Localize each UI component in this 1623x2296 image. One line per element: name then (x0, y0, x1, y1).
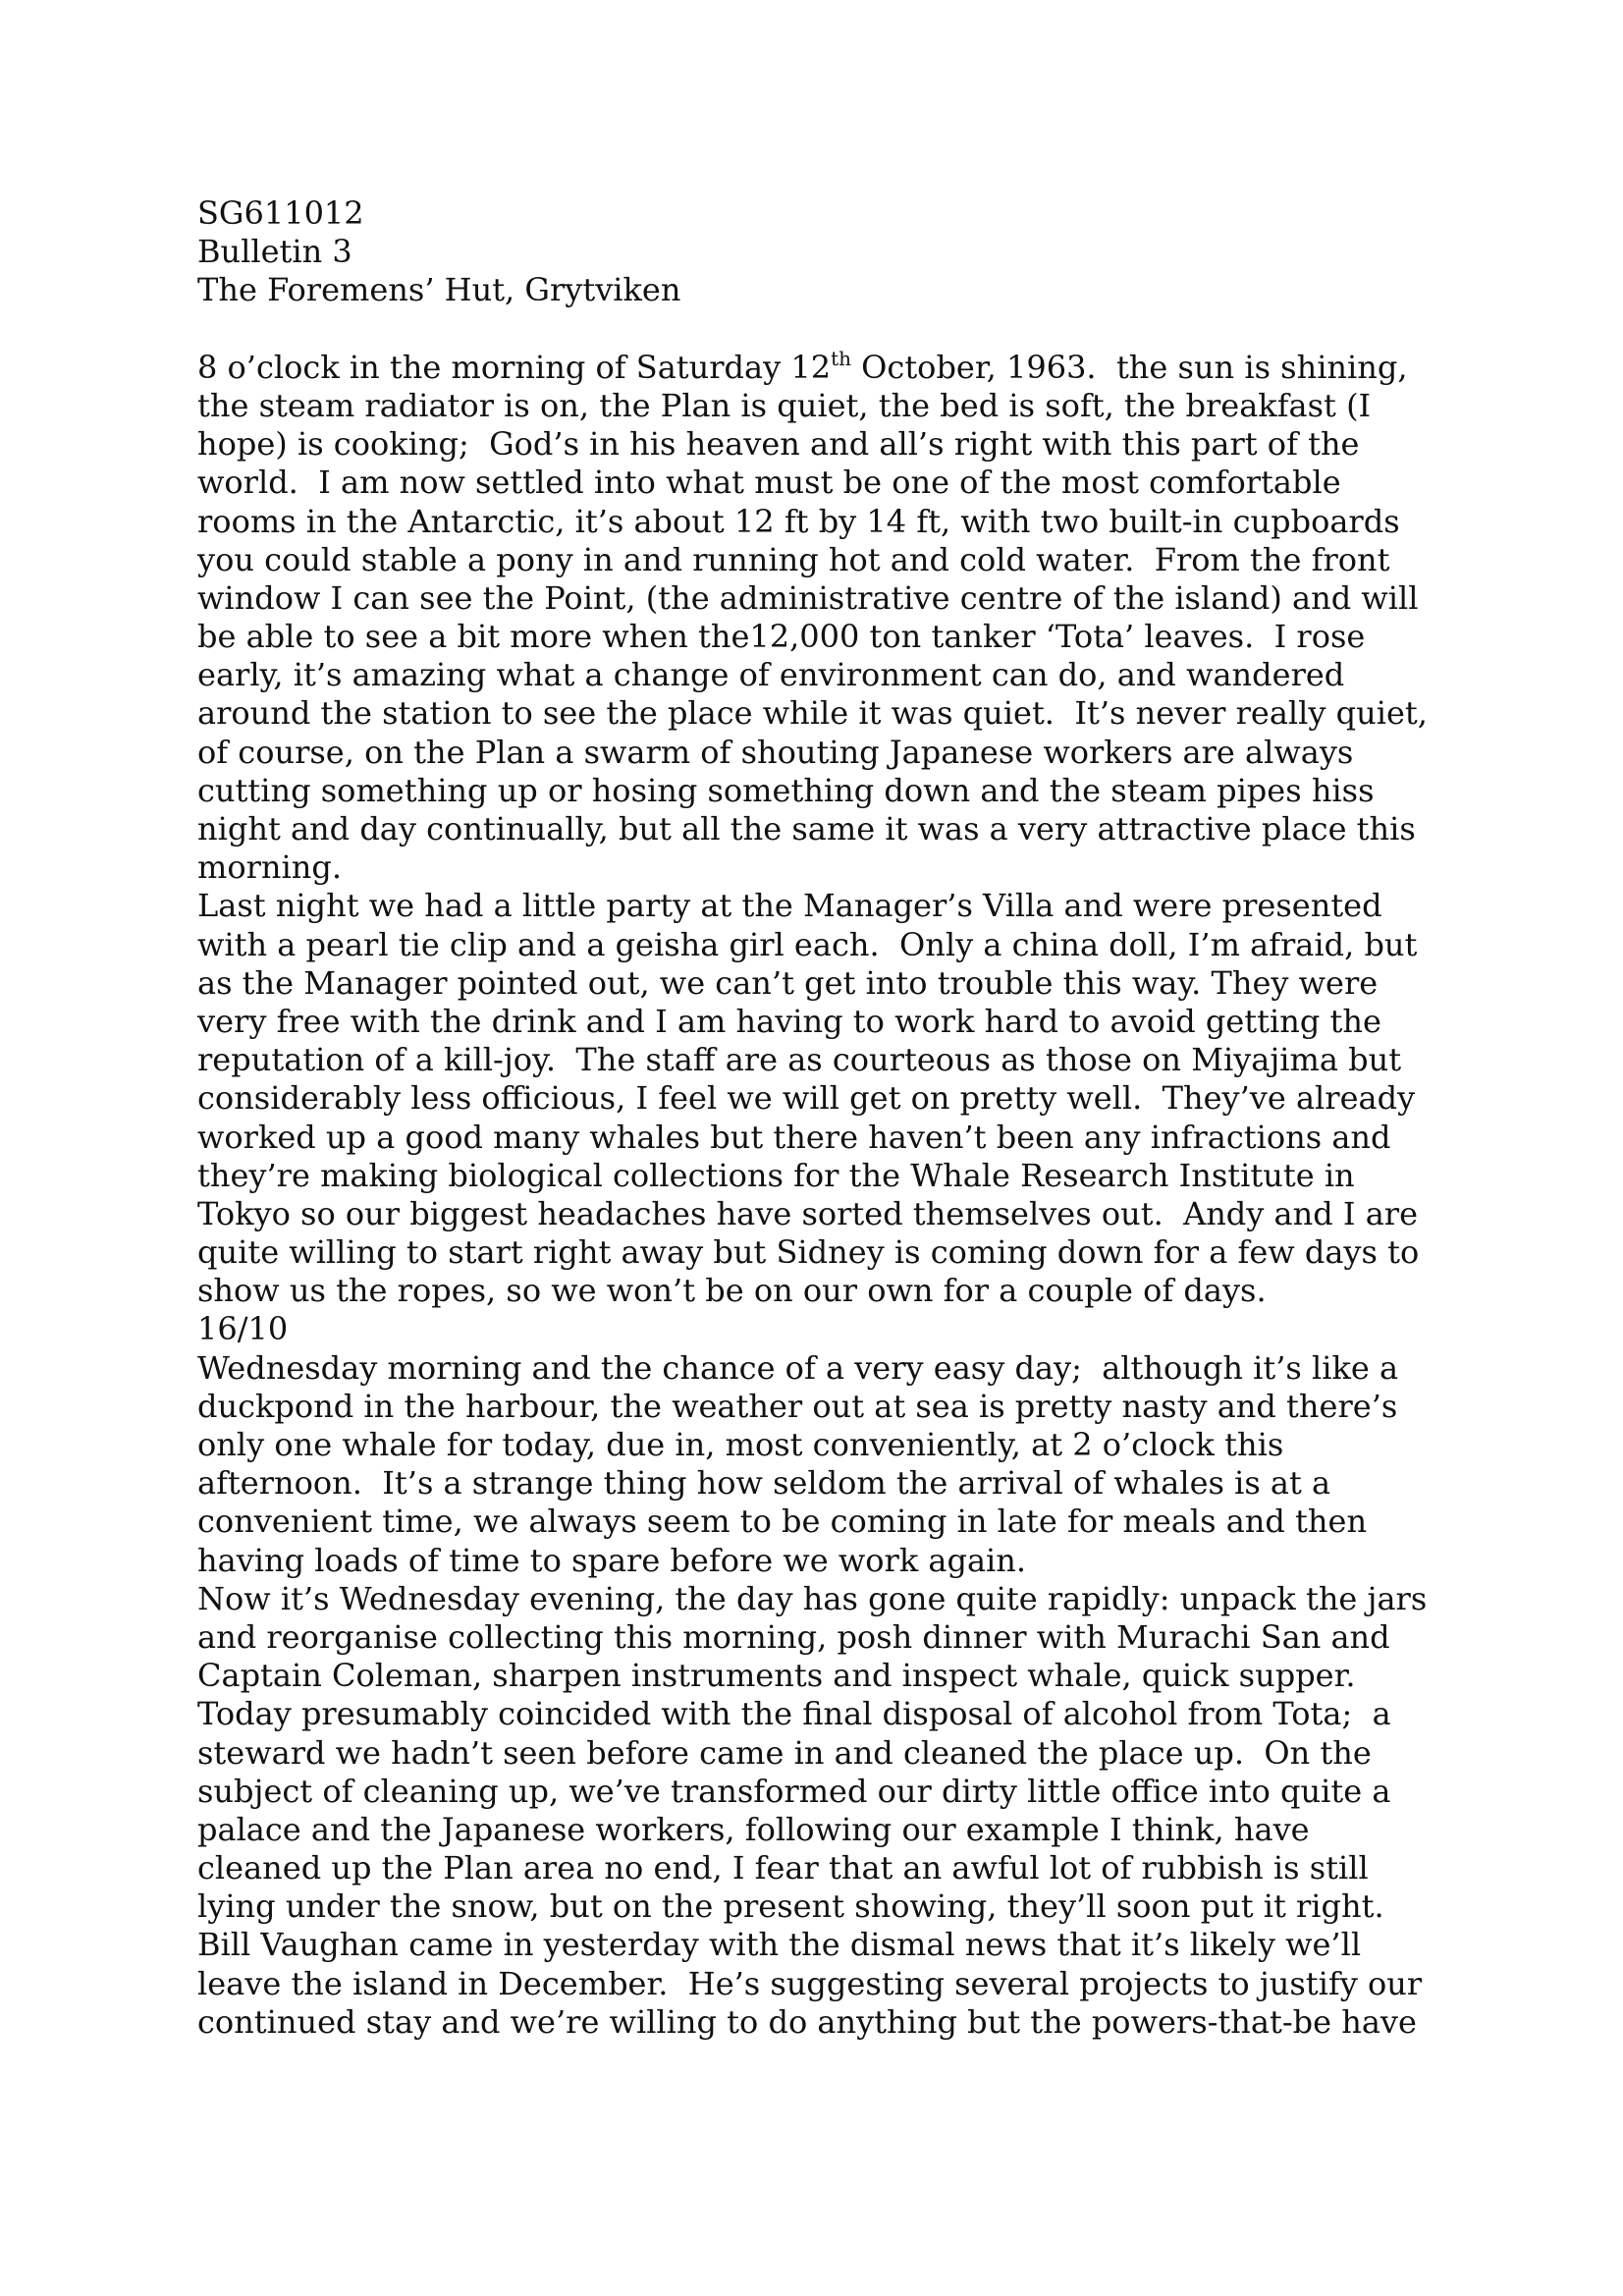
body-line: Tokyo so our biggest headaches have sorted themselves out. Andy and I are (197, 1194, 1418, 1232)
body-line: palace and the Japanese workers, following our example I think, have (197, 1810, 1310, 1848)
document-page (197, 194, 1444, 2042)
date-superscript: th (831, 346, 851, 370)
body-line: around the station to see the place while it was quiet. It’s never really quiet, (197, 694, 1428, 733)
body-line: of course, on the Plan a swarm of shouting Japanese workers are always (197, 733, 1354, 771)
document-reference: SG611012 (197, 194, 364, 232)
body-line: only one whale for today, due in, most conveniently, at 2 o’clock this (197, 1426, 1284, 1463)
body-line: morning. (197, 848, 343, 887)
body-line: and reorganise collecting this morning, posh dinner with Murachi San and (197, 1617, 1390, 1656)
body-text (197, 387, 1444, 2042)
body-line: afternoon. It’s a strange thing how seldom the arrival of whales is at a (197, 1464, 1331, 1503)
body-line: continued stay and we’re willing to do anything but the powers-that-be have (197, 2002, 1417, 2041)
body-line: Bill Vaughan came in yesterday with the dismal news that it’s likely we’ll (197, 1926, 1362, 1964)
location-heading: The Foremens’ Hut, Grytviken (197, 271, 681, 309)
body-line: duckpond in the harbour, the weather out at sea is pretty nasty and there’s (197, 1387, 1398, 1425)
body-line: early, it’s amazing what a change of environment can do, and wandered (197, 656, 1345, 694)
body-line-first (197, 346, 1444, 387)
body-line: worked up a good many whales but there haven’t been any infractions and (197, 1118, 1391, 1156)
body-line: the steam radiator is on, the Plan is quiet, the bed is soft, the breakfast (I (197, 386, 1372, 424)
body-line: with a pearl tie clip and a geisha girl each. Only a china doll, I’m afraid, but (197, 925, 1418, 963)
body-line: steward we hadn’t seen before came in and cleaned the place up. On the (197, 1733, 1372, 1772)
body-line: Wednesday morning and the chance of a very easy day; although it’s like a (197, 1348, 1399, 1387)
body-line: night and day continually, but all the same it was a very attractive place this (197, 810, 1416, 847)
first-line-end: October, 1963. the sun is shining, (850, 348, 1408, 386)
body-line: you could stable a pony in and running hot and cold water. From the front (197, 540, 1390, 578)
first-line-start: 8 o’clock in the morning of Saturday 12 (197, 348, 832, 386)
body-line: quite willing to start right away but Sidney is coming down for a few days to (197, 1233, 1420, 1272)
body-line: Now it’s Wednesday evening, the day has gone quite rapidly: unpack the jars (197, 1579, 1428, 1617)
body-line: subject of cleaning up, we’ve transformed our dirty little office into quite a (197, 1772, 1391, 1810)
body-line: considerably less officious, I feel we will get on pretty well. They’ve already (197, 1079, 1416, 1118)
body-line: be able to see a bit more when the12,000 ton tanker ‘Tota’ leaves. I rose (197, 618, 1366, 656)
body-line: they’re making biological collections for the Whale Research Institute in (197, 1156, 1355, 1194)
body-line: very free with the drink and I am having to work hard to avoid getting the (197, 1002, 1381, 1040)
body-line: convenient time, we always seem to be coming in late for meals and then (197, 1503, 1368, 1541)
body-line: reputation of a kill-joy. The staff are as courteous as those on Miyajima but (197, 1041, 1402, 1079)
body-line: hope) is cooking; God’s in his heaven and all’s right with this part of the (197, 425, 1360, 464)
body-line: cutting something up or hosing something down and the steam pipes hiss (197, 771, 1375, 809)
body-line: cleaned up the Plan area no end, I fear that an awful lot of rubbish is still (197, 1849, 1369, 1887)
body-line: show us the ropes, so we won’t be on our own for a couple of days. (197, 1272, 1267, 1310)
body-line: window I can see the Point, (the administrative centre of the island) and will (197, 578, 1419, 617)
body-line: world. I am now settled into what must be one of the most comfortable (197, 464, 1341, 502)
body-line: as the Manager pointed out, we can’t get into trouble this way. They were (197, 963, 1379, 1002)
body-line: leave the island in December. He’s suggesting several projects to justify our (197, 1964, 1423, 2002)
bulletin-number: Bulletin 3 (197, 233, 352, 271)
body-line: Today presumably coincided with the final disposal of alcohol from Tota; a (197, 1695, 1391, 1733)
body-line: Last night we had a little party at the Manager’s Villa and were presented (197, 887, 1382, 925)
body-line: 16/10 (197, 1310, 289, 1348)
blank-line (197, 310, 1444, 349)
body-line: rooms in the Antarctic, it’s about 12 ft by 14 ft, with two built-in cupboards (197, 502, 1400, 540)
body-line: Captain Coleman, sharpen instruments and inspect whale, quick supper. (197, 1657, 1356, 1695)
body-line: having loads of time to spare before we work again. (197, 1541, 1027, 1579)
body-line: lying under the snow, but on the present showing, they’ll soon put it right. (197, 1887, 1384, 1926)
